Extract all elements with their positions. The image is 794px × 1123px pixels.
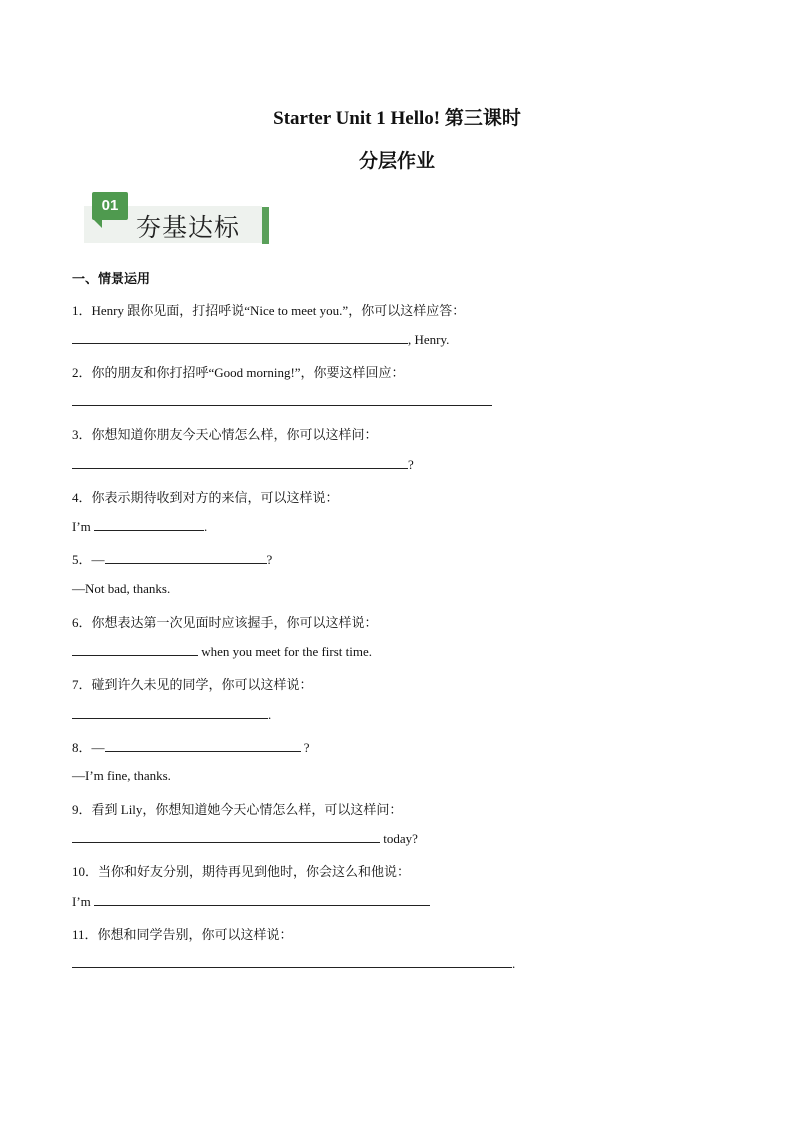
question-10-answer-line <box>72 893 430 910</box>
question-8-prompt: 8．— <box>72 740 105 755</box>
question-6-prompt: 6．你想表达第一次见面时应该握手，你可以这样说： <box>72 615 378 630</box>
question-2-prompt: 2．你的朋友和你打招呼“Good morning!”，你要这样回应： <box>72 365 405 380</box>
section-badge <box>84 190 270 244</box>
question-3-answer-line <box>72 456 414 473</box>
question-7-prompt: 7．碰到许久未见的同学，你可以这样说： <box>72 677 313 692</box>
answer-suffix: today? <box>380 831 418 846</box>
page-subtitle: 分层作业 <box>358 151 435 172</box>
answer-blank[interactable] <box>72 706 268 719</box>
answer-blank[interactable] <box>72 643 198 656</box>
badge-accent-bar <box>262 207 269 244</box>
question-6-answer-line <box>72 643 372 660</box>
answer-suffix: . <box>512 956 516 971</box>
question-5-response: —Not bad, thanks. <box>72 581 171 596</box>
question-11-prompt: 11．你想和同学告别，你可以这样说： <box>72 927 293 942</box>
answer-blank[interactable] <box>94 893 430 906</box>
question-11-answer-line <box>72 955 515 972</box>
question-3-prompt: 3．你想知道你朋友今天心情怎么样，你可以这样问： <box>72 427 378 442</box>
answer-suffix: ? <box>408 457 414 472</box>
answer-suffix: , Henry. <box>408 332 450 347</box>
question-2-answer-line <box>72 393 492 410</box>
answer-suffix: when you meet for the first time. <box>198 644 373 659</box>
question-4-answer-line <box>72 518 207 535</box>
question-1-answer-line <box>72 331 449 348</box>
badge-tail-icon <box>94 220 102 228</box>
answer-suffix: ? <box>266 552 273 567</box>
question-8-response: —I’m fine, thanks. <box>72 768 171 783</box>
answer-blank[interactable] <box>72 456 408 469</box>
section-heading: 一、情景运用 <box>72 272 151 287</box>
answer-suffix: ? <box>300 740 310 755</box>
question-5-line <box>72 549 272 568</box>
answer-blank[interactable] <box>72 331 408 344</box>
answer-blank[interactable] <box>72 393 492 406</box>
badge-label: 夯基达标 <box>136 213 241 242</box>
answer-suffix: . <box>204 519 208 534</box>
question-4-prompt: 4．你表示期待收到对方的来信，可以这样说： <box>72 490 339 505</box>
question-5-prompt: 5．— <box>72 552 105 567</box>
question-7-answer-line <box>72 706 271 723</box>
answer-blank[interactable] <box>105 551 267 564</box>
answer-prefix: I’m <box>72 519 95 534</box>
answer-blank[interactable] <box>94 518 204 531</box>
page-title: Starter Unit 1 Hello! 第三课时 <box>273 108 521 129</box>
answer-prefix: I’m <box>72 894 95 909</box>
answer-blank[interactable] <box>72 830 380 843</box>
question-9-prompt: 9．看到 Lily，你想知道她今天心情怎么样，可以这样问： <box>72 802 403 817</box>
answer-blank[interactable] <box>72 955 512 968</box>
question-1-prompt: 1．Henry 跟你见面，打招呼说“Nice to meet you.”，你可以这样应答： <box>72 303 466 318</box>
question-10-prompt: 10．当你和好友分别，期待再见到他时，你会这么和他说： <box>72 864 411 879</box>
badge-number: 01 <box>92 192 128 220</box>
question-9-answer-line <box>72 830 418 847</box>
question-8-line <box>72 737 310 756</box>
answer-suffix: . <box>268 707 272 722</box>
answer-blank[interactable] <box>105 739 301 752</box>
